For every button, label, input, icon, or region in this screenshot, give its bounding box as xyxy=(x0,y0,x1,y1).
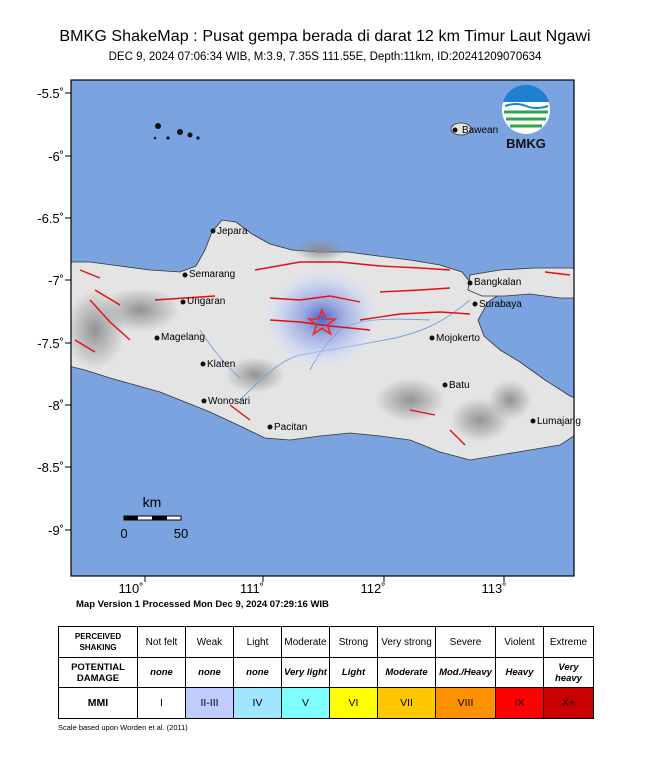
city-label: Pacitan xyxy=(274,422,308,433)
city-label: Magelang xyxy=(161,332,205,343)
city-label: Bawean xyxy=(462,125,499,136)
legend-damage: none xyxy=(234,658,282,688)
legend-shaking: Weak xyxy=(186,627,234,658)
city-marker xyxy=(181,300,186,305)
city-label: Batu xyxy=(449,380,470,391)
legend-mmi: IX xyxy=(496,688,544,719)
intensity-legend xyxy=(58,626,594,719)
map-title: BMKG ShakeMap : Pusat gempa berada di darat 12 km Timur Laut Ngawi xyxy=(59,28,591,45)
legend-row-header: PERCEIVED SHAKING xyxy=(59,627,138,658)
y-tick-label: -8.5˚ xyxy=(37,460,64,475)
scale-footnote: Scale based upon Worden et al. (2011) xyxy=(58,723,188,732)
city-marker xyxy=(473,302,478,307)
legend-mmi: VII xyxy=(378,688,436,719)
x-tick-label: 112˚ xyxy=(360,581,386,596)
y-tick-label: -5.5˚ xyxy=(37,86,64,101)
y-tick-label: -6˚ xyxy=(48,149,64,164)
city-label: Ungaran xyxy=(187,296,226,307)
legend-damage: Very heavy xyxy=(544,658,594,688)
legend-row-header: POTENTIAL DAMAGE xyxy=(59,658,138,688)
city-marker xyxy=(453,128,458,133)
legend-mmi: X+ xyxy=(544,688,594,719)
legend-damage: Light xyxy=(330,658,378,688)
city-marker xyxy=(468,281,473,286)
city-label: Surabaya xyxy=(479,299,522,310)
city-marker xyxy=(430,336,435,341)
logo-text: BMKG xyxy=(506,136,546,151)
legend-mmi: V xyxy=(282,688,330,719)
legend-shaking: Moderate xyxy=(282,627,330,658)
city-marker xyxy=(211,229,216,234)
y-tick-label: -6.5˚ xyxy=(37,211,64,226)
shaking-intensity-area xyxy=(264,268,380,368)
y-tick-label: -7˚ xyxy=(48,273,64,288)
city-label: Bangkalan xyxy=(474,277,522,288)
legend-damage: Mod./Heavy xyxy=(436,658,496,688)
legend-damage: Very light xyxy=(282,658,330,688)
legend-row-header: MMI xyxy=(59,688,138,719)
scalebar-start: 0 xyxy=(120,526,128,541)
city-marker xyxy=(201,362,206,367)
legend-shaking: Very strong xyxy=(378,627,436,658)
y-tick-label: -9˚ xyxy=(48,523,64,538)
x-tick-label: 113˚ xyxy=(481,581,507,596)
city-marker xyxy=(268,425,273,430)
legend-shaking: Violent xyxy=(496,627,544,658)
bmkg-logo xyxy=(502,85,550,151)
city-marker xyxy=(531,419,536,424)
scalebar-end: 50 xyxy=(173,526,189,541)
legend-damage: none xyxy=(186,658,234,688)
map-version: Map Version 1 Processed Mon Dec 9, 2024 07:29:16 WIB xyxy=(76,599,329,610)
x-tick-label: 111˚ xyxy=(239,581,265,596)
legend-mmi: VIII xyxy=(436,688,496,719)
legend-damage: Heavy xyxy=(496,658,544,688)
legend-shaking: Severe xyxy=(436,627,496,658)
legend-damage: Moderate xyxy=(378,658,436,688)
legend-mmi: IV xyxy=(234,688,282,719)
city-label: Jepara xyxy=(217,226,248,237)
city-marker xyxy=(183,273,188,278)
legend-shaking: Not felt xyxy=(138,627,186,658)
city-label: Lumajang xyxy=(537,416,581,427)
city-label: Semarang xyxy=(189,269,236,280)
legend-damage: none xyxy=(138,658,186,688)
scalebar-unit: km xyxy=(142,494,162,510)
city-marker xyxy=(202,399,207,404)
legend-mmi: I xyxy=(138,688,186,719)
y-tick-label: -8˚ xyxy=(48,398,64,413)
city-label: Mojokerto xyxy=(436,333,480,344)
x-tick-label: 110˚ xyxy=(118,581,144,596)
city-label: Wonosari xyxy=(208,396,251,407)
city-label: Klaten xyxy=(207,359,236,370)
legend-mmi: VI xyxy=(330,688,378,719)
event-details: DEC 9, 2024 07:06:34 WIB, M:3.9, 7.35S 111.55E, Depth:11km, ID:20241209070634 xyxy=(108,51,542,63)
legend-mmi: II-III xyxy=(186,688,234,719)
legend-shaking: Strong xyxy=(330,627,378,658)
city-marker xyxy=(155,336,160,341)
legend-shaking: Extreme xyxy=(544,627,594,658)
legend-shaking: Light xyxy=(234,627,282,658)
y-tick-label: -7.5˚ xyxy=(37,336,64,351)
city-marker xyxy=(443,383,448,388)
